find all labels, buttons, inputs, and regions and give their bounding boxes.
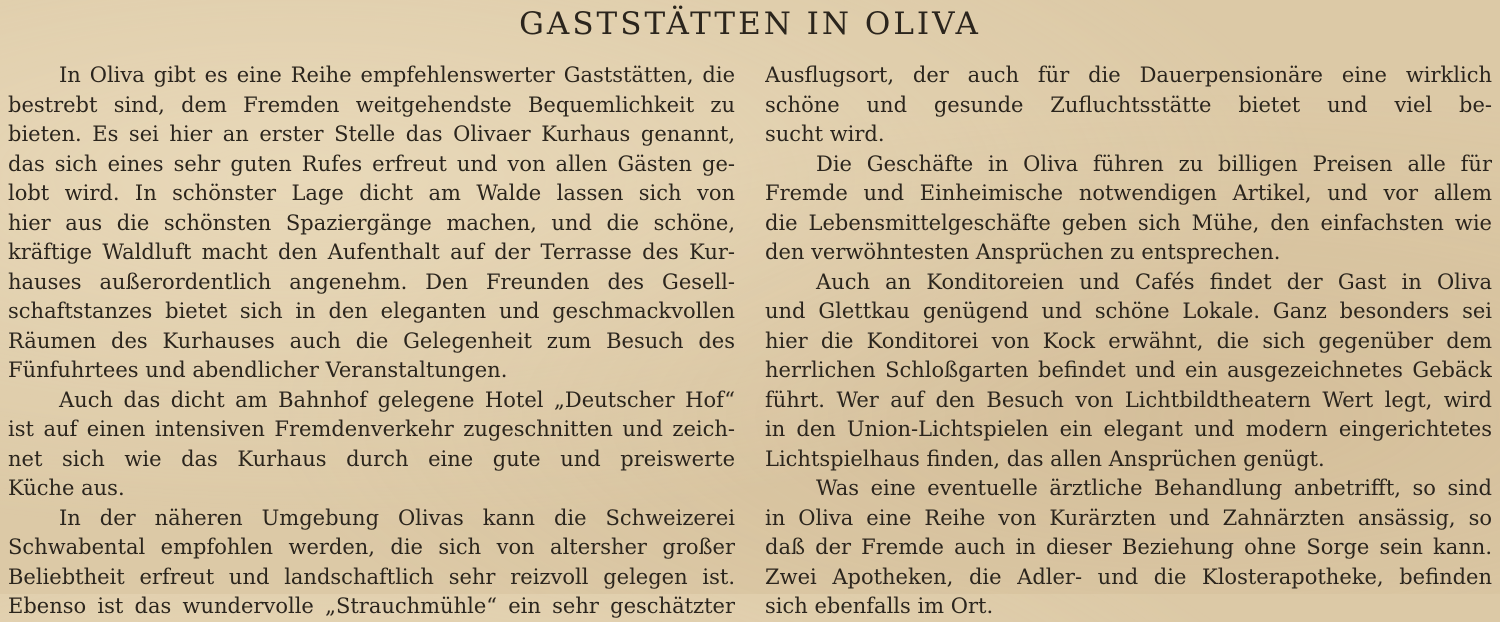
- text-line: daß der Fremde auch in dieser Beziehung ohne Sorge sein kann.: [765, 535, 1492, 559]
- text-line: lobt wird. In schönster Lage dicht am Walde lassen sich von: [8, 181, 735, 205]
- text-line: bieten. Es sei hier an erster Stelle das Olivaer Kurhaus genannt,: [8, 122, 735, 146]
- right-column: [765, 61, 1492, 622]
- text-line: hier die Konditorei von Kock erwähnt, die sich gegenüber dem: [765, 328, 1492, 353]
- text-line: In der näheren Umgebung Olivas kann die Schweizerei: [59, 505, 735, 530]
- text-line: Räumen des Kurhauses auch die Gelegenheit zum Besuch des: [8, 328, 735, 353]
- text-line: In Oliva gibt es eine Reihe empfehlenswerter Gaststätten, die: [59, 63, 735, 87]
- text-line: Schwabental empfohlen werden, die sich von altersher großer: [8, 535, 735, 559]
- page-title: GASTSTÄTTEN IN OLIVA: [519, 6, 981, 42]
- text-line: Zwei Apotheken, die Adler- und die Klosterapotheke, befinden: [765, 564, 1492, 589]
- left-column: [8, 61, 735, 622]
- text-line: schaftstanzes bietet sich in den eleganten und geschmackvollen: [8, 299, 735, 323]
- text-line: Was eine eventuelle ärztliche Behandlung anbetrifft, so sind: [816, 476, 1492, 500]
- text-line: Die Geschäfte in Oliva führen zu billigen Preisen alle für: [816, 151, 1492, 176]
- text-line: in Oliva eine Reihe von Kurärzten und Zahnärzten ansässig, so: [765, 505, 1492, 530]
- text-line: net sich wie das Kurhaus durch eine gute und preiswerte: [8, 446, 735, 471]
- text-line: Auch an Konditoreien und Cafés findet der Gast in Oliva: [816, 269, 1492, 294]
- text-line: das sich eines sehr guten Rufes erfreut und von allen Gästen ge-: [8, 151, 735, 176]
- text-line: Ausflugsort, der auch für die Dauerpensionäre eine wirklich: [765, 63, 1492, 87]
- text-line: bestrebt sind, dem Fremden weitgehendste Bequemlichkeit zu: [8, 92, 735, 117]
- text-line: führt. Wer auf den Besuch von Lichtbildtheatern Wert legt, wird: [765, 387, 1492, 412]
- text-line: den verwöhntesten Ansprüchen zu entsprechen.: [765, 240, 1281, 264]
- text-line: Ebenso ist das wundervolle „Strauchmühle“ ein sehr geschätzter: [8, 594, 735, 618]
- text-line: in den Union-Lichtspielen ein elegant und modern eingerichtetes: [765, 417, 1492, 441]
- text-line: Küche aus.: [8, 476, 125, 500]
- text-line: Auch das dicht am Bahnhof gelegene Hotel „Deutscher Hof“: [59, 387, 735, 412]
- text-line: Beliebtheit erfreut und landschaftlich sehr reizvoll gelegen ist.: [8, 564, 735, 589]
- text-line: herrlichen Schloßgarten befindet und ein ausgezeichnetes Gebäck: [765, 358, 1492, 382]
- text-line: hauses außerordentlich angenehm. Den Freunden des Gesell-: [8, 269, 735, 294]
- text-line: und Glettkau genügend und schöne Lokale. Ganz besonders sei: [765, 299, 1492, 323]
- text-line: Fremde und Einheimische notwendigen Artikel, und vor allem: [765, 181, 1492, 205]
- text-line: ist auf einen intensiven Fremdenverkehr zugeschnitten und zeich-: [8, 417, 735, 441]
- text-line: kräftige Waldluft macht den Aufenthalt auf der Terrasse des Kur-: [8, 240, 735, 264]
- text-line: Lichtspielhaus finden, das allen Ansprüchen genügt.: [765, 446, 1325, 471]
- text-line: hier aus die schönsten Spaziergänge machen, und die schöne,: [8, 210, 735, 235]
- text-line: sich ebenfalls im Ort.: [765, 594, 994, 618]
- text-line: sucht wird.: [765, 122, 885, 146]
- text-line: die Lebensmittelgeschäfte geben sich Mühe, den einfachsten wie: [765, 210, 1492, 235]
- text-line: Fünfuhrtees und abendlicher Veranstaltungen.: [8, 358, 508, 382]
- text-line: schöne und gesunde Zufluchtsstätte bietet und viel be-: [765, 92, 1492, 117]
